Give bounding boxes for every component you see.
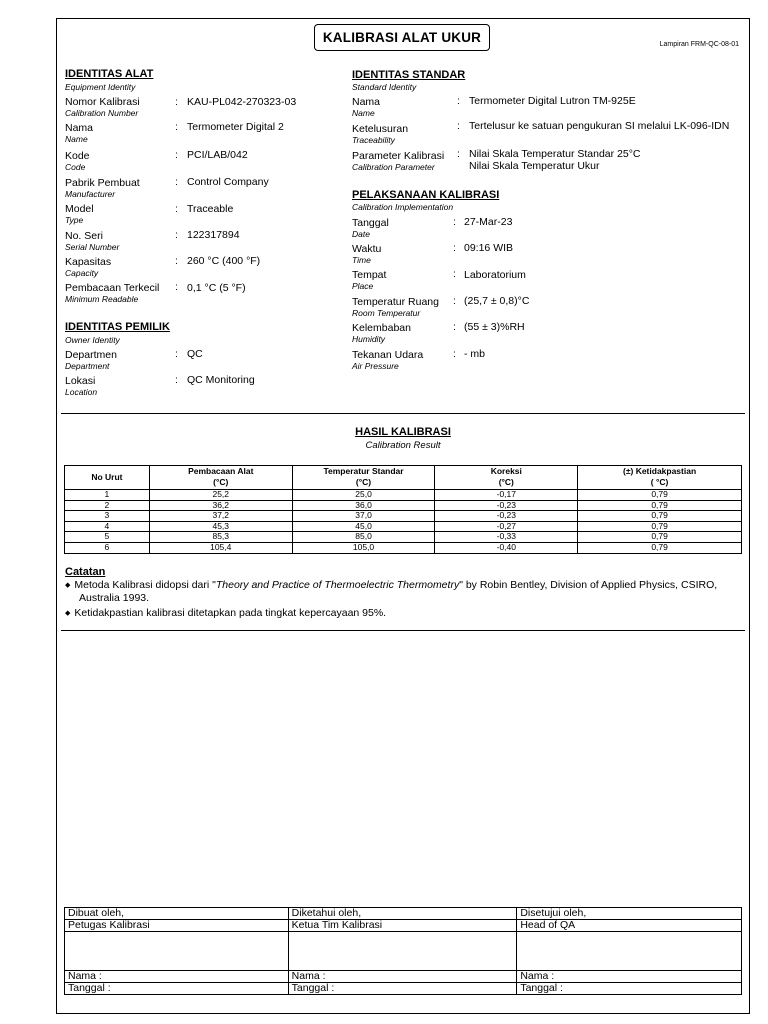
note-text: " by Robin Bentley, Division of Applied Physics, CSIRO,: [459, 579, 718, 591]
table-cell: 45,3: [149, 521, 292, 532]
field-label: Kapasitas: [65, 256, 112, 268]
signature-by-row: [65, 908, 742, 920]
owner-heading: IDENTITAS PEMILIK: [65, 321, 170, 333]
table-row: [65, 511, 742, 522]
signature-space-row: [65, 932, 742, 971]
field-sublabel: Location: [65, 387, 98, 397]
colon: :: [457, 120, 460, 132]
field-value: Traceable: [187, 203, 234, 215]
table-row: [65, 500, 742, 511]
signature-name: Nama :: [517, 971, 742, 983]
divider: [61, 413, 745, 414]
implementation-row: [352, 349, 423, 372]
table-unit: ( °C): [578, 478, 742, 490]
equipment-row: [65, 282, 159, 305]
document-page: [56, 18, 750, 1014]
field-value: Termometer Digital Lutron TM-925E: [469, 95, 636, 107]
field-value: 27-Mar-23: [464, 216, 513, 228]
colon: :: [175, 149, 178, 161]
signature-space: [517, 932, 742, 971]
field-sublabel: Name: [65, 134, 88, 144]
table-cell: 105,4: [149, 542, 292, 553]
result-table: [64, 465, 742, 554]
field-label: Parameter Kalibrasi: [352, 150, 445, 162]
equipment-subheading: Equipment Identity: [65, 82, 136, 92]
equipment-row: [65, 256, 111, 279]
colon: :: [175, 203, 178, 215]
signature-date: Tanggal :: [65, 983, 289, 995]
signature-name-row: [65, 971, 742, 983]
signature-space: [288, 932, 517, 971]
colon: :: [175, 96, 178, 108]
field-label: Ketelusuran: [352, 123, 409, 135]
field-value: (55 ± 3)%RH: [464, 321, 525, 333]
diamond-bullet-icon: ◆: [65, 610, 71, 617]
field-value: QC: [187, 348, 203, 360]
colon: :: [453, 268, 456, 280]
field-sublabel: Place: [352, 281, 374, 291]
notes-heading: Catatan: [65, 566, 106, 578]
signature-by: Disetujui oleh,: [517, 908, 742, 920]
table-header: No Urut: [65, 466, 150, 490]
note-item: [65, 579, 745, 592]
field-sublabel: Time: [352, 255, 371, 265]
table-cell: -0,23: [435, 511, 578, 522]
colon: :: [175, 281, 178, 293]
field-value: - mb: [464, 348, 485, 360]
table-cell: -0,27: [435, 521, 578, 532]
colon: :: [175, 121, 178, 133]
signature-by: Dibuat oleh,: [65, 908, 289, 920]
standard-subheading: Standard Identity: [352, 82, 417, 92]
standard-row: [352, 150, 444, 173]
field-label: No. Seri: [65, 230, 103, 242]
table-header: (±) Ketidakpastian: [578, 466, 742, 478]
implementation-subheading: Calibration Implementation: [352, 202, 454, 212]
field-label: Waktu: [352, 243, 382, 255]
implementation-row: [352, 296, 439, 319]
table-header: Temperatur Standar: [292, 466, 435, 478]
field-label: Nama: [352, 96, 381, 108]
result-heading: [57, 426, 749, 438]
field-label: Kode: [65, 150, 90, 162]
table-header: Pembacaan Alat: [149, 466, 292, 478]
equipment-heading: IDENTITAS ALAT: [65, 68, 154, 80]
note-book-title: Theory and Practice of Thermoelectric Thermometry: [215, 579, 460, 591]
field-value: Control Company: [187, 176, 269, 188]
colon: :: [175, 176, 178, 188]
field-sublabel: Manufacturer: [65, 189, 116, 199]
table-cell: -0,17: [435, 490, 578, 501]
field-value: 122317894: [187, 229, 240, 241]
field-sublabel: Date: [352, 229, 370, 239]
field-sublabel: Serial Number: [65, 242, 120, 252]
note-item: [65, 607, 386, 620]
table-cell: 25,2: [149, 490, 292, 501]
result-heading-text: HASIL KALIBRASI: [355, 426, 451, 438]
standard-row: [352, 123, 408, 146]
field-value: KAU-PL042-270323-03: [187, 96, 297, 108]
field-value: QC Monitoring: [187, 374, 255, 386]
colon: :: [457, 95, 460, 107]
colon: :: [175, 348, 178, 360]
signature-role: Head of QA: [517, 920, 742, 932]
signature-name: Nama :: [65, 971, 289, 983]
table-cell: 37,2: [149, 511, 292, 522]
field-value: 260 °C (400 °F): [187, 255, 261, 267]
colon: :: [175, 374, 178, 386]
equipment-row: [65, 230, 119, 253]
table-cell: 0,79: [578, 521, 742, 532]
field-sublabel: Traceability: [352, 135, 395, 145]
form-reference: Lampiran FRM-QC-08-01: [659, 41, 739, 48]
table-cell: 0,79: [578, 500, 742, 511]
field-sublabel: Minimum Readable: [65, 294, 139, 304]
field-label: Departmen: [65, 349, 117, 361]
colon: :: [453, 216, 456, 228]
table-cell: 105,0: [292, 542, 435, 553]
table-cell: -0,23: [435, 500, 578, 511]
equipment-row: [65, 203, 94, 226]
signature-date: Tanggal :: [288, 983, 517, 995]
table-cell: 36,0: [292, 500, 435, 511]
colon: :: [453, 348, 456, 360]
table-cell: 5: [65, 532, 150, 543]
note-text: Ketidakpastian kalibrasi ditetapkan pada tingkat kepercayaan 95%.: [74, 607, 387, 619]
table-cell: 0,79: [578, 490, 742, 501]
signature-role-row: [65, 920, 742, 932]
field-label: Nomor Kalibrasi: [65, 96, 140, 108]
field-label: Kelembaban: [352, 322, 411, 334]
table-cell: 85,0: [292, 532, 435, 543]
standard-heading: IDENTITAS STANDAR: [352, 69, 466, 81]
table-cell: 45,0: [292, 521, 435, 532]
field-label: Model: [65, 203, 94, 215]
signature-date: Tanggal :: [517, 983, 742, 995]
signature-name: Nama :: [288, 971, 517, 983]
field-sublabel: Type: [65, 215, 84, 225]
field-sublabel: Capacity: [65, 268, 99, 278]
field-value: Laboratorium: [464, 269, 526, 281]
signature-role: Petugas Kalibrasi: [65, 920, 289, 932]
table-header-row: [65, 466, 742, 478]
colon: :: [457, 148, 460, 160]
table-cell: 36,2: [149, 500, 292, 511]
table-cell: 3: [65, 511, 150, 522]
field-value: 0,1 °C (5 °F): [187, 282, 246, 294]
field-sublabel: Air Pressure: [352, 361, 399, 371]
field-label: Tekanan Udara: [352, 349, 424, 361]
table-cell: -0,33: [435, 532, 578, 543]
table-unit: (°C): [149, 478, 292, 490]
field-value: Tertelusur ke satuan pengukuran SI melalui LK-096-IDN: [469, 120, 730, 132]
colon: :: [453, 321, 456, 333]
field-value: Termometer Digital 2: [187, 121, 284, 133]
field-value: 09:16 WIB: [464, 242, 514, 254]
divider: [61, 630, 745, 631]
table-row: [65, 532, 742, 543]
colon: :: [175, 255, 178, 267]
document-title: KALIBRASI ALAT UKUR: [314, 24, 490, 51]
field-sublabel: Calibration Parameter: [352, 162, 435, 172]
field-sublabel: Department: [65, 361, 110, 371]
signature-table: [64, 907, 742, 995]
owner-row: [65, 349, 117, 372]
table-cell: 0,79: [578, 542, 742, 553]
diamond-bullet-icon: ◆: [65, 582, 71, 589]
table-cell: 25,0: [292, 490, 435, 501]
field-label: Lokasi: [65, 375, 96, 387]
table-cell: 4: [65, 521, 150, 532]
table-header: Koreksi: [435, 466, 578, 478]
owner-subheading: Owner Identity: [65, 335, 120, 345]
table-cell: 0,79: [578, 532, 742, 543]
implementation-row: [352, 243, 381, 266]
note-text-line2: Australia 1993.: [79, 592, 150, 604]
signature-space: [65, 932, 289, 971]
table-unit: (°C): [292, 478, 435, 490]
colon: :: [453, 295, 456, 307]
signature-date-row: [65, 983, 742, 995]
field-sublabel: Calibration Number: [65, 108, 139, 118]
implementation-heading: PELAKSANAAN KALIBRASI: [352, 189, 500, 201]
standard-row: [352, 96, 380, 119]
field-value: (25,7 ± 0,8)°C: [464, 295, 530, 307]
field-sublabel: Code: [65, 162, 86, 172]
implementation-row: [352, 217, 389, 240]
field-sublabel: Room Temperatur: [352, 308, 421, 318]
field-label: Temperatur Ruang: [352, 296, 439, 308]
field-value-line2: Nilai Skala Temperatur Ukur: [469, 160, 600, 172]
field-value: PCI/LAB/042: [187, 149, 248, 161]
table-cell: 0,79: [578, 511, 742, 522]
table-unit-row: [65, 478, 742, 490]
implementation-row: [352, 269, 386, 292]
equipment-row: [65, 96, 140, 119]
table-cell: -0,40: [435, 542, 578, 553]
field-label: Nama: [65, 122, 94, 134]
table-cell: 6: [65, 542, 150, 553]
table-cell: 85,3: [149, 532, 292, 543]
field-label: Pembacaan Terkecil: [65, 282, 160, 294]
field-sublabel: Name: [352, 108, 375, 118]
equipment-row: [65, 150, 90, 173]
field-label: Pabrik Pembuat: [65, 177, 140, 189]
equipment-row: [65, 122, 93, 145]
owner-row: [65, 375, 97, 398]
colon: :: [453, 242, 456, 254]
field-value: Nilai Skala Temperatur Standar 25°C: [469, 148, 641, 160]
colon: :: [175, 229, 178, 241]
result-subheading: Calibration Result: [365, 440, 441, 451]
note-text: Metoda Kalibrasi didopsi dari ": [74, 579, 216, 591]
table-row: [65, 521, 742, 532]
implementation-row: [352, 322, 411, 345]
equipment-row: [65, 177, 140, 200]
field-label: Tempat: [352, 269, 387, 281]
field-label: Tanggal: [352, 217, 389, 229]
table-row: [65, 490, 742, 501]
signature-role: Ketua Tim Kalibrasi: [288, 920, 517, 932]
table-cell: 2: [65, 500, 150, 511]
table-cell: 1: [65, 490, 150, 501]
field-sublabel: Humidity: [352, 334, 386, 344]
signature-by: Diketahui oleh,: [288, 908, 517, 920]
table-cell: 37,0: [292, 511, 435, 522]
table-row: [65, 542, 742, 553]
table-unit: (°C): [435, 478, 578, 490]
